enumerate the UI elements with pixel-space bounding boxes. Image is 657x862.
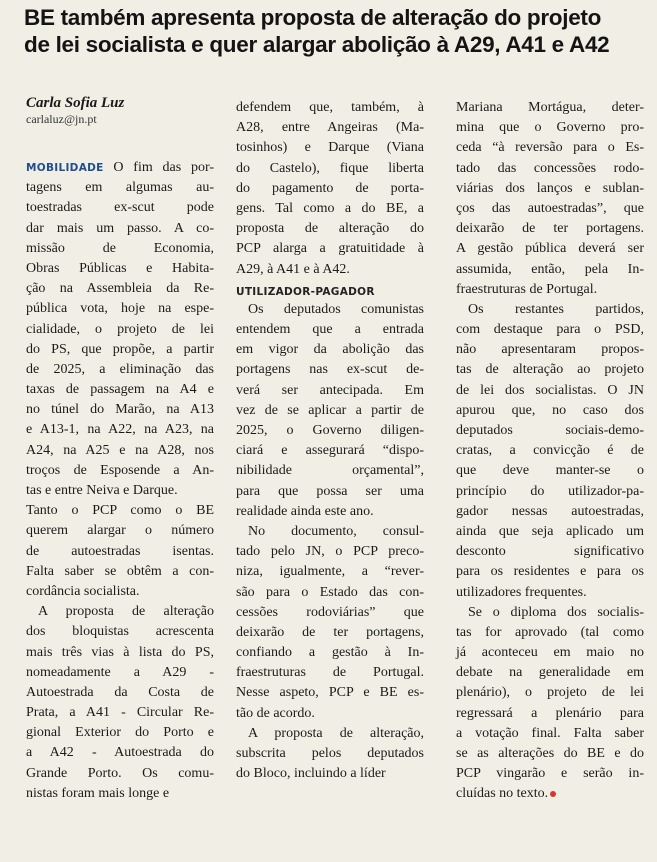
text-line: A28, entre Angeiras (Ma- xyxy=(236,120,424,136)
text-line: para que possa ser uma xyxy=(236,483,424,499)
text-line: No documento, consul- xyxy=(248,523,424,539)
text-line: ção na Assembleia da Re- xyxy=(26,281,214,297)
text-line: pública vota, hoje na espe- xyxy=(26,301,214,317)
text-line: de 2025, a eliminação das xyxy=(26,361,214,377)
text-line: verá ser antecipada. Em xyxy=(236,382,424,398)
author-email: carlaluz@jn.pt xyxy=(26,112,97,126)
text-line: fraestruturas de Portugal. xyxy=(456,281,598,297)
text-line: dos bloquistas acrescenta xyxy=(26,624,214,640)
section-subheading: UTILIZADOR-PAGADOR xyxy=(236,285,375,298)
text-line: debate na generalidade em xyxy=(456,665,644,681)
text-line: subscrita pelos deputados xyxy=(236,746,424,761)
text-line: troços de Esposende a An- xyxy=(26,462,214,478)
text-line: PCP alarga a gratuitidade à xyxy=(236,241,424,257)
headline-line-1: BE também apresenta proposta de alteração do projeto xyxy=(24,5,602,30)
text-line: a votação final. Falta saber xyxy=(456,725,644,741)
text-line: proposta de alteração do xyxy=(236,221,424,237)
article-column-1 xyxy=(26,158,214,804)
text-line: desconto significativo xyxy=(456,544,644,560)
text-line: Tanto o PCP como o BE xyxy=(26,503,214,519)
text-line: confiando a gestão à In- xyxy=(236,645,424,661)
text-line: missão de Economia, xyxy=(26,240,214,256)
text-line: apurou que, no caso dos xyxy=(456,402,644,418)
text-line: nomeadamente a A29 - xyxy=(26,664,214,680)
text-line: A24, na A25 e na A28, nos xyxy=(26,442,214,458)
text-line: nibilidade orçamental”, xyxy=(236,463,424,479)
text-line: A proposta de alteração, xyxy=(248,725,424,741)
text-line: para os residentes e para os xyxy=(456,564,644,580)
text-line: niza, igualmente, a “rever- xyxy=(236,564,424,580)
text-line: do pagamento de porta- xyxy=(236,180,424,196)
text-line: Os deputados comunistas xyxy=(248,301,424,317)
text-line: tosinhos) e Darque (Viana xyxy=(236,140,424,156)
text-line: tado das concessões rodo- xyxy=(456,160,644,176)
text-line: gional Exterior do Porto e xyxy=(26,725,214,741)
text-line: mais três vias à lista do PS, xyxy=(26,644,214,660)
text-line: A29, à A41 e à A42. xyxy=(236,261,350,277)
text-line: de autoestradas isentas. xyxy=(26,543,214,559)
text-line: vez de se aplicar a partir de xyxy=(236,402,424,418)
text-line: não apresentaram propos- xyxy=(456,342,644,358)
text-line: princípio do utilizador-pa- xyxy=(456,483,644,499)
text-line: ços das autoestradas”, que xyxy=(456,200,644,216)
text-line: dar mais um passo. A co- xyxy=(26,220,214,236)
text-line: Autoestrada da Costa de xyxy=(26,684,214,700)
text-line xyxy=(26,158,214,178)
text-line: Mariana Mortágua, deter- xyxy=(456,100,644,115)
text-line: cialidade, o projeto de lei xyxy=(26,321,214,337)
section-kicker: MOBILIDADE xyxy=(26,162,104,174)
text-line: deixarão de ter portagens. xyxy=(456,221,644,237)
text-line: Prata, a A41 - Circular Re- xyxy=(26,705,214,721)
article-column-2 xyxy=(236,98,424,784)
article-headline xyxy=(24,4,644,58)
text-line: toestradas ex-scut pode xyxy=(26,200,214,216)
article-column-3 xyxy=(456,98,644,805)
text-line: portagens nas ex-scut de- xyxy=(236,362,424,378)
text-line: regressará a plenário para xyxy=(456,705,644,721)
text-line: PCP vingarão e serão in- xyxy=(456,766,644,782)
text-line: Nesse aspeto, PCP e BE es- xyxy=(236,685,424,701)
text-line: deixarão de ter portagens, xyxy=(236,624,424,640)
text-line: gens. Tal como a do BE, a xyxy=(236,200,424,216)
text-line-body: cluídas no texto. xyxy=(456,786,549,802)
text-line: cratas, a convicção é de xyxy=(456,443,644,459)
text-line: já aconteceu em maio no xyxy=(456,645,644,661)
text-line: realidade ainda este ano. xyxy=(236,503,374,519)
text-line: cessões rodoviárias” que xyxy=(236,604,424,620)
text-line: do PS, que propõe, a partir xyxy=(26,341,214,357)
text-line: tas de alteração ao projeto xyxy=(456,362,644,378)
text-line: no túnel do Marão, na A13 xyxy=(26,402,214,418)
text-line: entendem que a entrada xyxy=(236,322,424,338)
text-line: se as alterações do BE e do xyxy=(456,746,644,761)
text-line: nistas foram mais longe e xyxy=(26,785,170,801)
text-line: Os restantes partidos, xyxy=(468,301,644,317)
text-line: viárias dos lanços e sublan- xyxy=(456,180,644,196)
text-line: com destaque para o PSD, xyxy=(456,322,644,338)
text-line: defendem que, também, à xyxy=(236,100,424,115)
text-line: e A13-1, na A22, na A23, na xyxy=(26,422,214,438)
text-line: ciará e assegurará “dispo- xyxy=(236,443,424,459)
text-line: tado pelo JN, o PCP preco- xyxy=(236,544,424,560)
text-line: fraestruturas de Portugal. xyxy=(236,665,424,681)
text-line: A proposta de alteração xyxy=(38,604,214,620)
text-line: que deve manter-se o xyxy=(456,463,644,479)
text-line: do Castelo), fique liberta xyxy=(236,160,424,176)
text-line: de lei dos socialistas. O JN xyxy=(456,382,644,398)
text-line: tas for aprovado (tal como xyxy=(456,624,644,640)
text-line: assumida, então, pela In- xyxy=(456,261,644,277)
headline-line-2: de lei socialista e quer alargar abolição à A29, A41 e A42 xyxy=(24,32,610,57)
text-line: plenário), o projeto de lei xyxy=(456,685,644,701)
text-line: gador nessas autoestradas, xyxy=(456,503,644,519)
text-line: 2025, o Governo diligen- xyxy=(236,423,424,438)
end-mark-icon xyxy=(550,791,556,797)
text-line: A gestão pública deverá ser xyxy=(456,241,644,257)
text-line: mina que o Governo pro- xyxy=(456,120,644,136)
text-line: Falta saber se obtêm a con- xyxy=(26,563,214,579)
text-line: querem alargar o número xyxy=(26,523,214,539)
text-line: em vigor da abolição das xyxy=(236,342,424,358)
text-line: deputados sociais-demo- xyxy=(456,423,644,438)
text-line: são para o Estado das con- xyxy=(236,584,424,600)
text-line: ainda que seja aplicado um xyxy=(456,523,644,539)
text-line: tagens em algumas au- xyxy=(26,180,214,196)
text-line: utilizadores frequentes. xyxy=(456,584,587,600)
text-line: Obras Públicas e Habita- xyxy=(26,260,214,276)
author-name: Carla Sofia Luz xyxy=(26,95,125,111)
text-line: taxas de passagem na A4 e xyxy=(26,382,214,398)
text-line-body: O fim das por- xyxy=(103,160,214,175)
text-line: tas e entre Neiva e Darque. xyxy=(26,483,178,498)
text-line xyxy=(456,784,644,804)
text-line: do Bloco, incluindo a líder xyxy=(236,766,386,782)
text-line: Se o diploma dos socialis- xyxy=(468,604,644,620)
text-line: ceda “à reversão para o Es- xyxy=(456,140,644,156)
text-line: tão de acordo. xyxy=(236,705,315,721)
text-line: cordância socialista. xyxy=(26,583,140,599)
byline xyxy=(26,94,221,127)
text-line: a A42 - Autoestrada do xyxy=(26,745,214,761)
text-line: Grande Porto. Os comu- xyxy=(26,765,214,781)
